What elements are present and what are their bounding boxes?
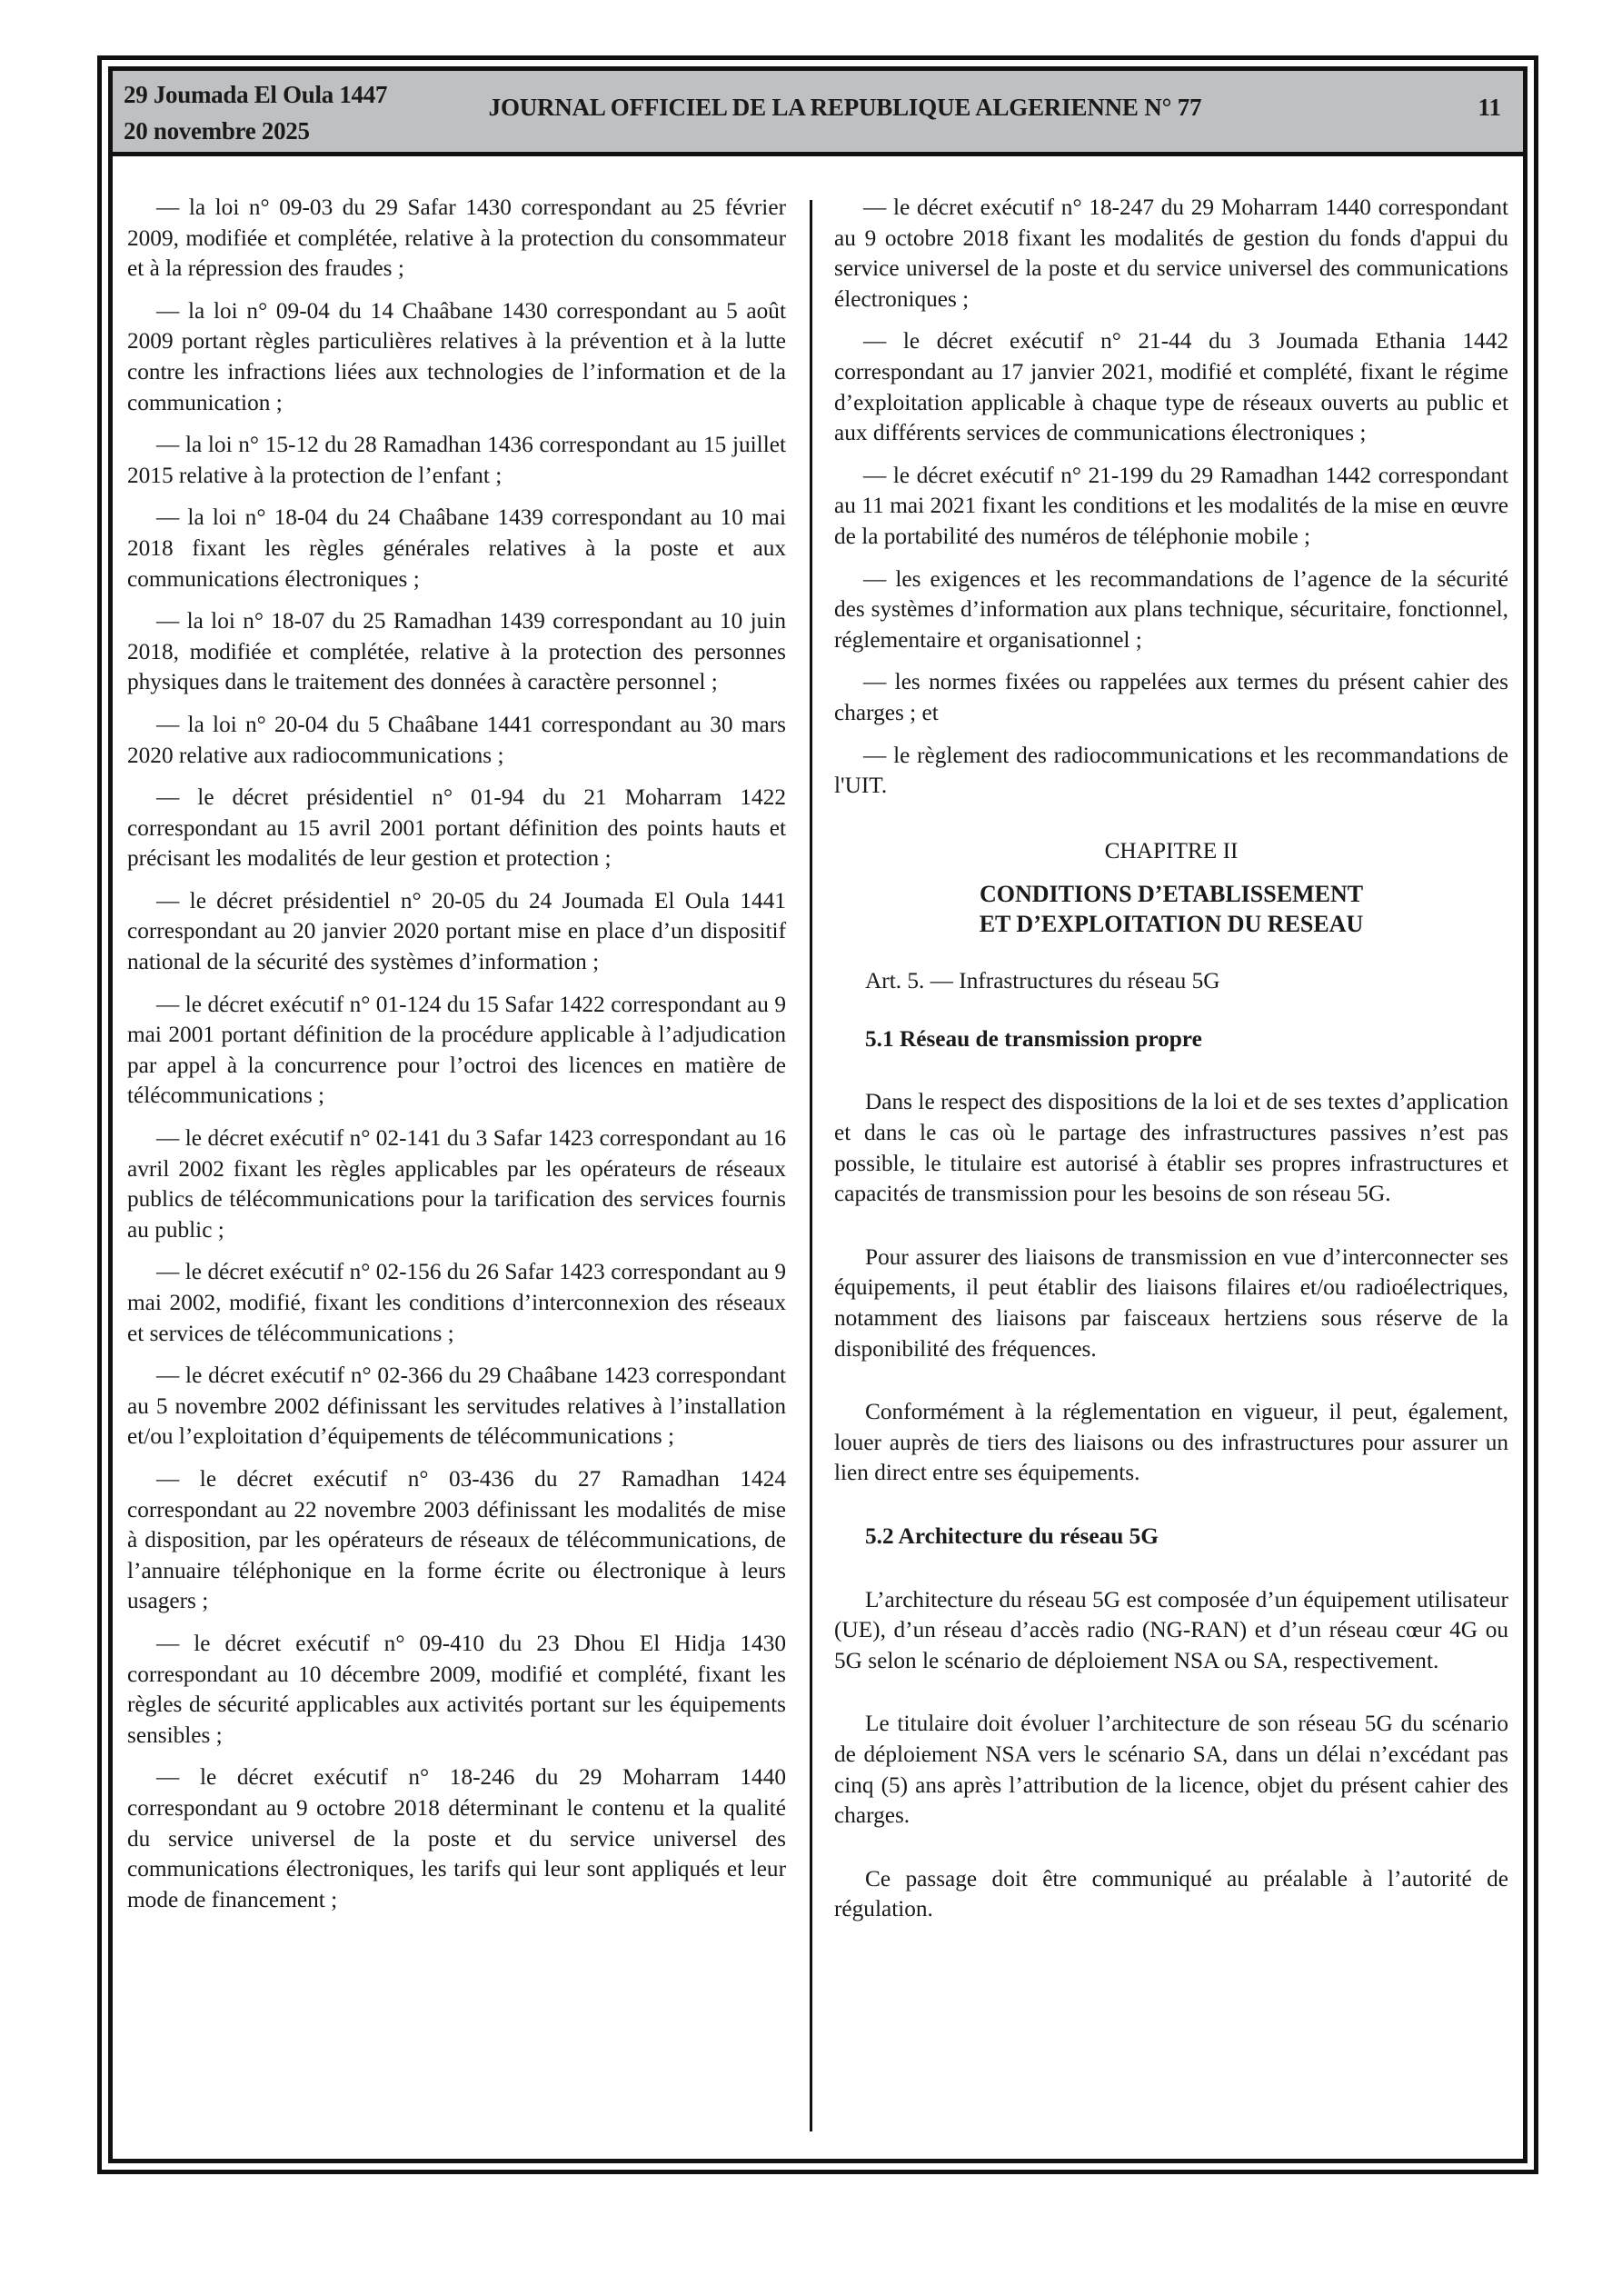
- legal-reference: — la loi n° 20-04 du 5 Chaâbane 1441 correspondant au 30 mars 2020 relative aux radiocommunications ;: [127, 711, 786, 768]
- section-paragraph: Pour assurer des liaisons de transmission en vue d’interconnecter ses équipements, il peut établir des liaisons filaires et/ou radioélectriques, notamment des liaisons par faisceaux hertziens sous réserve de la disponibilité des fréquences.: [834, 1243, 1508, 1362]
- legal-reference: — le décret exécutif n° 03-436 du 27 Ramadhan 1424 correspondant au 22 novembre 2003 définissant les modalités de mise à disposition, par les opérateurs de réseaux de télécommunications, de l’annuaire téléphonique en la forme écrite ou électronique à leurs usagers ;: [127, 1465, 786, 1614]
- section-heading-5-2: 5.2 Architecture du réseau 5G: [865, 1523, 1159, 1549]
- legal-reference: — le décret exécutif n° 02-366 du 29 Chaâbane 1423 correspondant au 5 novembre 2002 définissant les servitudes relatives à l’installation et/ou l’exploitation d’équipements de télécommunications ;: [127, 1363, 786, 1450]
- section-heading-5-1: 5.1 Réseau de transmission propre: [865, 1025, 1202, 1052]
- left-column: [127, 193, 786, 1927]
- legal-reference: — le décret présidentiel n° 01-94 du 21 Moharram 1422 correspondant au 15 avril 2001 portant définition des points hauts et précisant les modalités de leur gestion et protection ;: [127, 784, 786, 872]
- legal-reference: — le décret exécutif n° 02-141 du 3 Safar 1423 correspondant au 16 avril 2002 fixant les règles applicables par les opérateurs de réseaux publics de télécommunications pour la tarification des services fournis au public ;: [127, 1125, 786, 1243]
- legal-reference: — les normes fixées ou rappelées aux termes du présent cahier des charges ; et: [834, 669, 1508, 725]
- legal-reference: — la loi n° 09-04 du 14 Chaâbane 1430 correspondant au 5 août 2009 portant règles particulières relatives à la prévention et à la lutte contre les infractions liées aux technologies de l’information et de la communication ;: [127, 297, 786, 415]
- legal-reference: — le décret exécutif n° 18-246 du 29 Moharram 1440 correspondant au 9 octobre 2018 déterminant le contenu et la qualité du service universel de la poste et du service universel des communications électroniques, les tarifs qui leur sont appliqués et leur mode de financement ;: [127, 1764, 786, 1912]
- journal-title: JOURNAL OFFICIEL DE LA REPUBLIQUE ALGERIENNE N° 77: [488, 94, 1202, 121]
- hijri-date: 29 Joumada El Oula 1447: [124, 81, 388, 108]
- column-divider: [810, 200, 812, 2131]
- legal-reference: — le décret exécutif n° 21-199 du 29 Ramadhan 1442 correspondant au 11 mai 2021 fixant les conditions et les modalités de la mise en œuvre de la portabilité des numéros de téléphonie mobile ;: [834, 462, 1508, 549]
- chapter-title-line: CONDITIONS D’ETABLISSEMENT: [979, 881, 1364, 908]
- page-number: 11: [1478, 94, 1501, 121]
- section-paragraph: Conformément à la réglementation en vigueur, il peut, également, louer auprès de tiers des liaisons ou des infrastructures pour assurer un lien direct entre ses équipements.: [834, 1399, 1508, 1486]
- section-paragraph: Le titulaire doit évoluer l’architecture de son réseau 5G du scénario de déploiement NSA vers le scénario SA, dans un délai n’excédant pas cinq (5) ans après l’attribution de la licence, objet du présent cahier des charges.: [834, 1711, 1508, 1829]
- legal-reference: — la loi n° 18-07 du 25 Ramadhan 1439 correspondant au 10 juin 2018, modifiée et complétée, relative à la protection des personnes physiques dans le traitement des données à caractère personnel ;: [127, 608, 786, 695]
- section-paragraph: Dans le respect des dispositions de la loi et de ses textes d’application et dans le cas où le partage des infrastructures passives n’est pas possible, le titulaire est autorisé à établir ses propres infrastructures et capacités de transmission pour les besoins de son réseau 5G.: [834, 1089, 1508, 1207]
- legal-reference: — la loi n° 09-03 du 29 Safar 1430 correspondant au 25 février 2009, modifiée et complétée, relative à la protection du consommateur et à la répression des fraudes ;: [127, 195, 786, 282]
- legal-reference: — la loi n° 15-12 du 28 Ramadhan 1436 correspondant au 15 juillet 2015 relative à la protection de l’enfant ;: [127, 432, 786, 488]
- right-column: [834, 193, 1508, 1958]
- chapter-label: CHAPITRE II: [1104, 837, 1239, 863]
- legal-reference: — le décret exécutif n° 02-156 du 26 Safar 1423 correspondant au 9 mai 2002, modifié, fixant les conditions d’interconnexion des réseaux et services de télécommunications ;: [127, 1259, 786, 1346]
- legal-reference: — le règlement des radiocommunications et les recommandations de l'UIT.: [834, 742, 1508, 799]
- legal-reference: — le décret exécutif n° 21-44 du 3 Joumada Ethania 1442 correspondant au 17 janvier 2021, modifié et complété, fixant le régime d’exploitation applicable à chaque type de réseaux ouverts au public et aux différents services de communications électroniques ;: [834, 328, 1508, 446]
- gregorian-date: 20 novembre 2025: [124, 117, 310, 145]
- legal-reference: — les exigences et les recommandations de l’agence de la sécurité des systèmes d’information aux plans technique, sécuritaire, fonctionnel, réglementaire et organisationnel ;: [834, 565, 1508, 653]
- legal-reference: — le décret exécutif n° 01-124 du 15 Safar 1422 correspondant au 9 mai 2001 portant définition de la procédure applicable à l’adjudication par appel à la concurrence pour l’octroi des licences en matière de télécommunications ;: [127, 991, 786, 1109]
- legal-reference: — le décret présidentiel n° 20-05 du 24 Joumada El Oula 1441 correspondant au 20 janvier 2020 portant mise en place d’un dispositif national de la sécurité des systèmes d’information ;: [127, 887, 786, 975]
- article-heading: Art. 5. — Infrastructures du réseau 5G: [865, 968, 1220, 994]
- chapter-title-line: ET D’EXPLOITATION DU RESEAU: [979, 911, 1364, 938]
- section-paragraph: L’architecture du réseau 5G est composée d’un équipement utilisateur (UE), d’un réseau d’accès radio (NG-RAN) et d’un réseau cœur 4G ou 5G selon le scénario de déploiement NSA ou SA, respectivement.: [834, 1586, 1508, 1673]
- legal-reference: — la loi n° 18-04 du 24 Chaâbane 1439 correspondant au 10 mai 2018 fixant les règles générales relatives à la poste et aux communications électroniques ;: [127, 504, 786, 592]
- section-paragraph: Ce passage doit être communiqué au préalable à l’autorité de régulation.: [834, 1865, 1508, 1922]
- page-header: [113, 71, 1523, 156]
- legal-reference: — le décret exécutif n° 09-410 du 23 Dhou El Hidja 1430 correspondant au 10 décembre 2009, modifié et complété, fixant les règles de sécurité applicables aux activités portant sur les équipements sensibles ;: [127, 1630, 786, 1748]
- legal-reference: — le décret exécutif n° 18-247 du 29 Moharram 1440 correspondant au 9 octobre 2018 fixant les modalités de gestion du fonds d'appui du service universel de la poste et du service universel des communications électroniques ;: [834, 195, 1508, 312]
- chapter-title: [834, 879, 1508, 939]
